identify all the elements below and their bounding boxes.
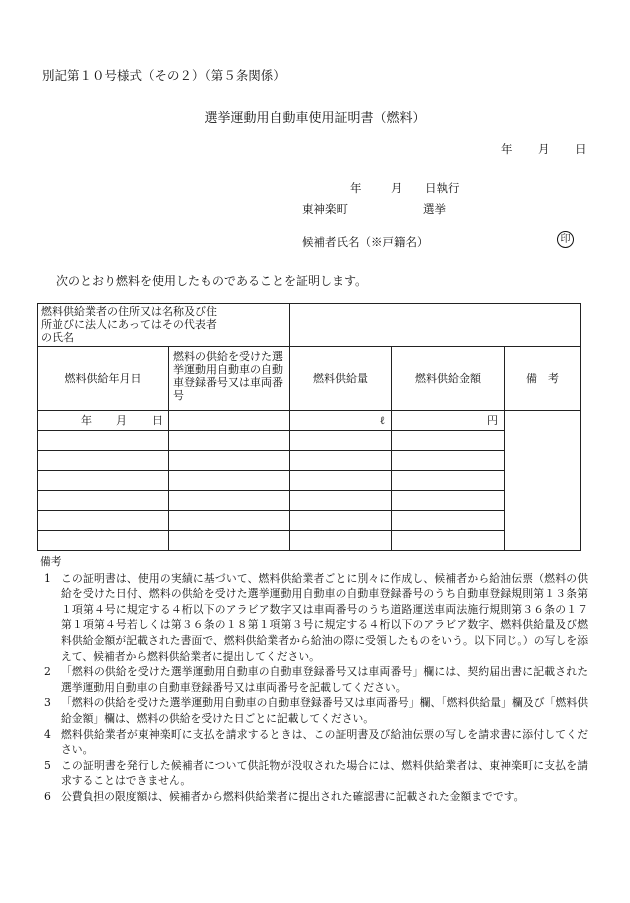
- note-number: 4: [44, 727, 51, 741]
- date-cell[interactable]: [38, 491, 169, 511]
- yen-unit: 円: [487, 414, 498, 427]
- note-text: この証明書は、使用の実績に基づいて、燃料供給業者ごとに別々に作成し、候補者から給油伝票（燃料の供給を受けた日付、燃料の供給を受けた選挙運動用自動車の自動車登録番号のうち自動車登録規則第１３条第１項第４号に規定する４桁以下のアラビア数字又は車両番号のうち道路運送車両法施行規則第３６条の１７第１項第４号若しくは第３６条の１８第１項第３号に規定する４桁以下のアラビア数字、燃料供給量及び燃料供給金額が記載された書面で、燃料供給業者から給油の際に受領したものをいう。以下同じ。）の写しを添えて、候補者から燃料供給業者に提出してください。: [61, 571, 588, 663]
- vehicle-cell[interactable]: [169, 491, 290, 511]
- date-cell[interactable]: [38, 411, 169, 431]
- amount-cell[interactable]: [290, 531, 392, 551]
- note-item: [40, 664, 588, 695]
- date-cell[interactable]: [38, 531, 169, 551]
- date-cell[interactable]: [38, 511, 169, 531]
- note-text: 燃料供給業者が東神楽町に支払を請求するときは、この証明書及び給油伝票の写しを請求書に添付してください。: [61, 727, 588, 757]
- price-cell[interactable]: [392, 411, 505, 431]
- price-cell[interactable]: [392, 451, 505, 471]
- date-cell[interactable]: [38, 431, 169, 451]
- header-fuel-price: 燃料供給金額: [392, 347, 505, 411]
- note-number: 6: [44, 789, 51, 803]
- note-text: 公費負担の限度額は、候補者から燃料供給業者に提出された確認書に記載された金額までです。: [61, 789, 525, 803]
- amount-cell[interactable]: [290, 511, 392, 531]
- supplier-label: 燃料供給業者の住所又は名称及び住所並びに法人にあってはその代表者の氏名: [41, 305, 217, 344]
- note-text: この証明書を発行した候補者について供託物が没収された場合には、燃料供給業者は、東神楽町に支払を請求することはできません。: [61, 758, 588, 788]
- header-vehicle-number: 燃料の供給を受けた選挙運動用自動車の自動車登録番号又は車両番号: [169, 347, 290, 411]
- row-date-year: 年: [81, 414, 92, 427]
- vehicle-cell[interactable]: [169, 451, 290, 471]
- note-item: [40, 571, 588, 665]
- price-cell[interactable]: [392, 511, 505, 531]
- certification-statement: 次のとおり燃料を使用したものであることを証明します。: [56, 274, 368, 288]
- note-number: 5: [44, 758, 51, 772]
- vehicle-cell[interactable]: [169, 511, 290, 531]
- amount-cell[interactable]: [290, 471, 392, 491]
- header-remarks: 備 考: [505, 347, 581, 411]
- vehicle-cell[interactable]: [169, 411, 290, 431]
- table-row: [38, 471, 581, 491]
- price-cell[interactable]: [392, 431, 505, 451]
- election-date-year: 年: [350, 181, 362, 195]
- table-row: [38, 431, 581, 451]
- header-supply-date: 燃料供給年月日: [38, 347, 169, 411]
- election-date-day: 日執行: [425, 181, 460, 195]
- liter-unit: ℓ: [379, 414, 385, 427]
- note-number: 2: [44, 665, 51, 679]
- vehicle-cell[interactable]: [169, 431, 290, 451]
- election-date-month: 月: [391, 181, 403, 195]
- note-item: [40, 789, 588, 805]
- row-date-day: 日: [152, 414, 163, 427]
- seal-icon: 印: [557, 231, 574, 248]
- vehicle-cell[interactable]: [169, 531, 290, 551]
- form-code: 別記第１０号様式（その２）（第５条関係）: [42, 68, 286, 83]
- date-cell[interactable]: [38, 451, 169, 471]
- issue-date-day: 日: [575, 142, 587, 156]
- date-cell[interactable]: [38, 471, 169, 491]
- remarks-cell[interactable]: [505, 411, 581, 551]
- issue-date-month: 月: [538, 142, 550, 156]
- table-row: [38, 451, 581, 471]
- amount-cell[interactable]: [290, 411, 392, 431]
- town-name: 東神楽町: [302, 202, 348, 216]
- fuel-usage-table: [37, 303, 581, 551]
- note-number: 1: [44, 571, 51, 585]
- vehicle-cell[interactable]: [169, 471, 290, 491]
- note-item: [40, 758, 588, 789]
- amount-cell[interactable]: [290, 451, 392, 471]
- amount-cell[interactable]: [290, 491, 392, 511]
- row-date-month: 月: [116, 414, 127, 427]
- table-row: [38, 491, 581, 511]
- supplier-cell: [38, 304, 290, 347]
- election-type-label: 選挙: [423, 202, 446, 216]
- price-cell[interactable]: [392, 531, 505, 551]
- note-item: [40, 695, 588, 726]
- document-title: 選挙運動用自動車使用証明書（燃料）: [204, 111, 426, 126]
- table-row: [38, 531, 581, 551]
- note-item: [40, 727, 588, 758]
- supplier-input[interactable]: [290, 304, 581, 347]
- note-text: 「燃料の供給を受けた選挙運動用自動車の自動車登録番号又は車両番号」欄、「燃料供給量」欄及び「燃料供給金額」欄は、燃料の供給を受けた日ごとに記載してください。: [61, 696, 588, 725]
- notes-section: [40, 554, 588, 805]
- notes-heading: 備考: [40, 555, 62, 568]
- header-fuel-amount: 燃料供給量: [290, 347, 392, 411]
- price-cell[interactable]: [392, 491, 505, 511]
- issue-date-year: 年: [501, 142, 513, 156]
- table-row: [38, 511, 581, 531]
- price-cell[interactable]: [392, 471, 505, 491]
- note-number: 3: [44, 696, 51, 710]
- note-text: 「燃料の供給を受けた選挙運動用自動車の自動車登録番号又は車両番号」欄には、契約届出書に記載された選挙運動用自動車の自動車登録番号又は車両番号を記載してください。: [61, 665, 588, 694]
- amount-cell[interactable]: [290, 431, 392, 451]
- table-row: [38, 411, 581, 431]
- candidate-name-label: 候補者氏名（※戸籍名）: [302, 235, 429, 249]
